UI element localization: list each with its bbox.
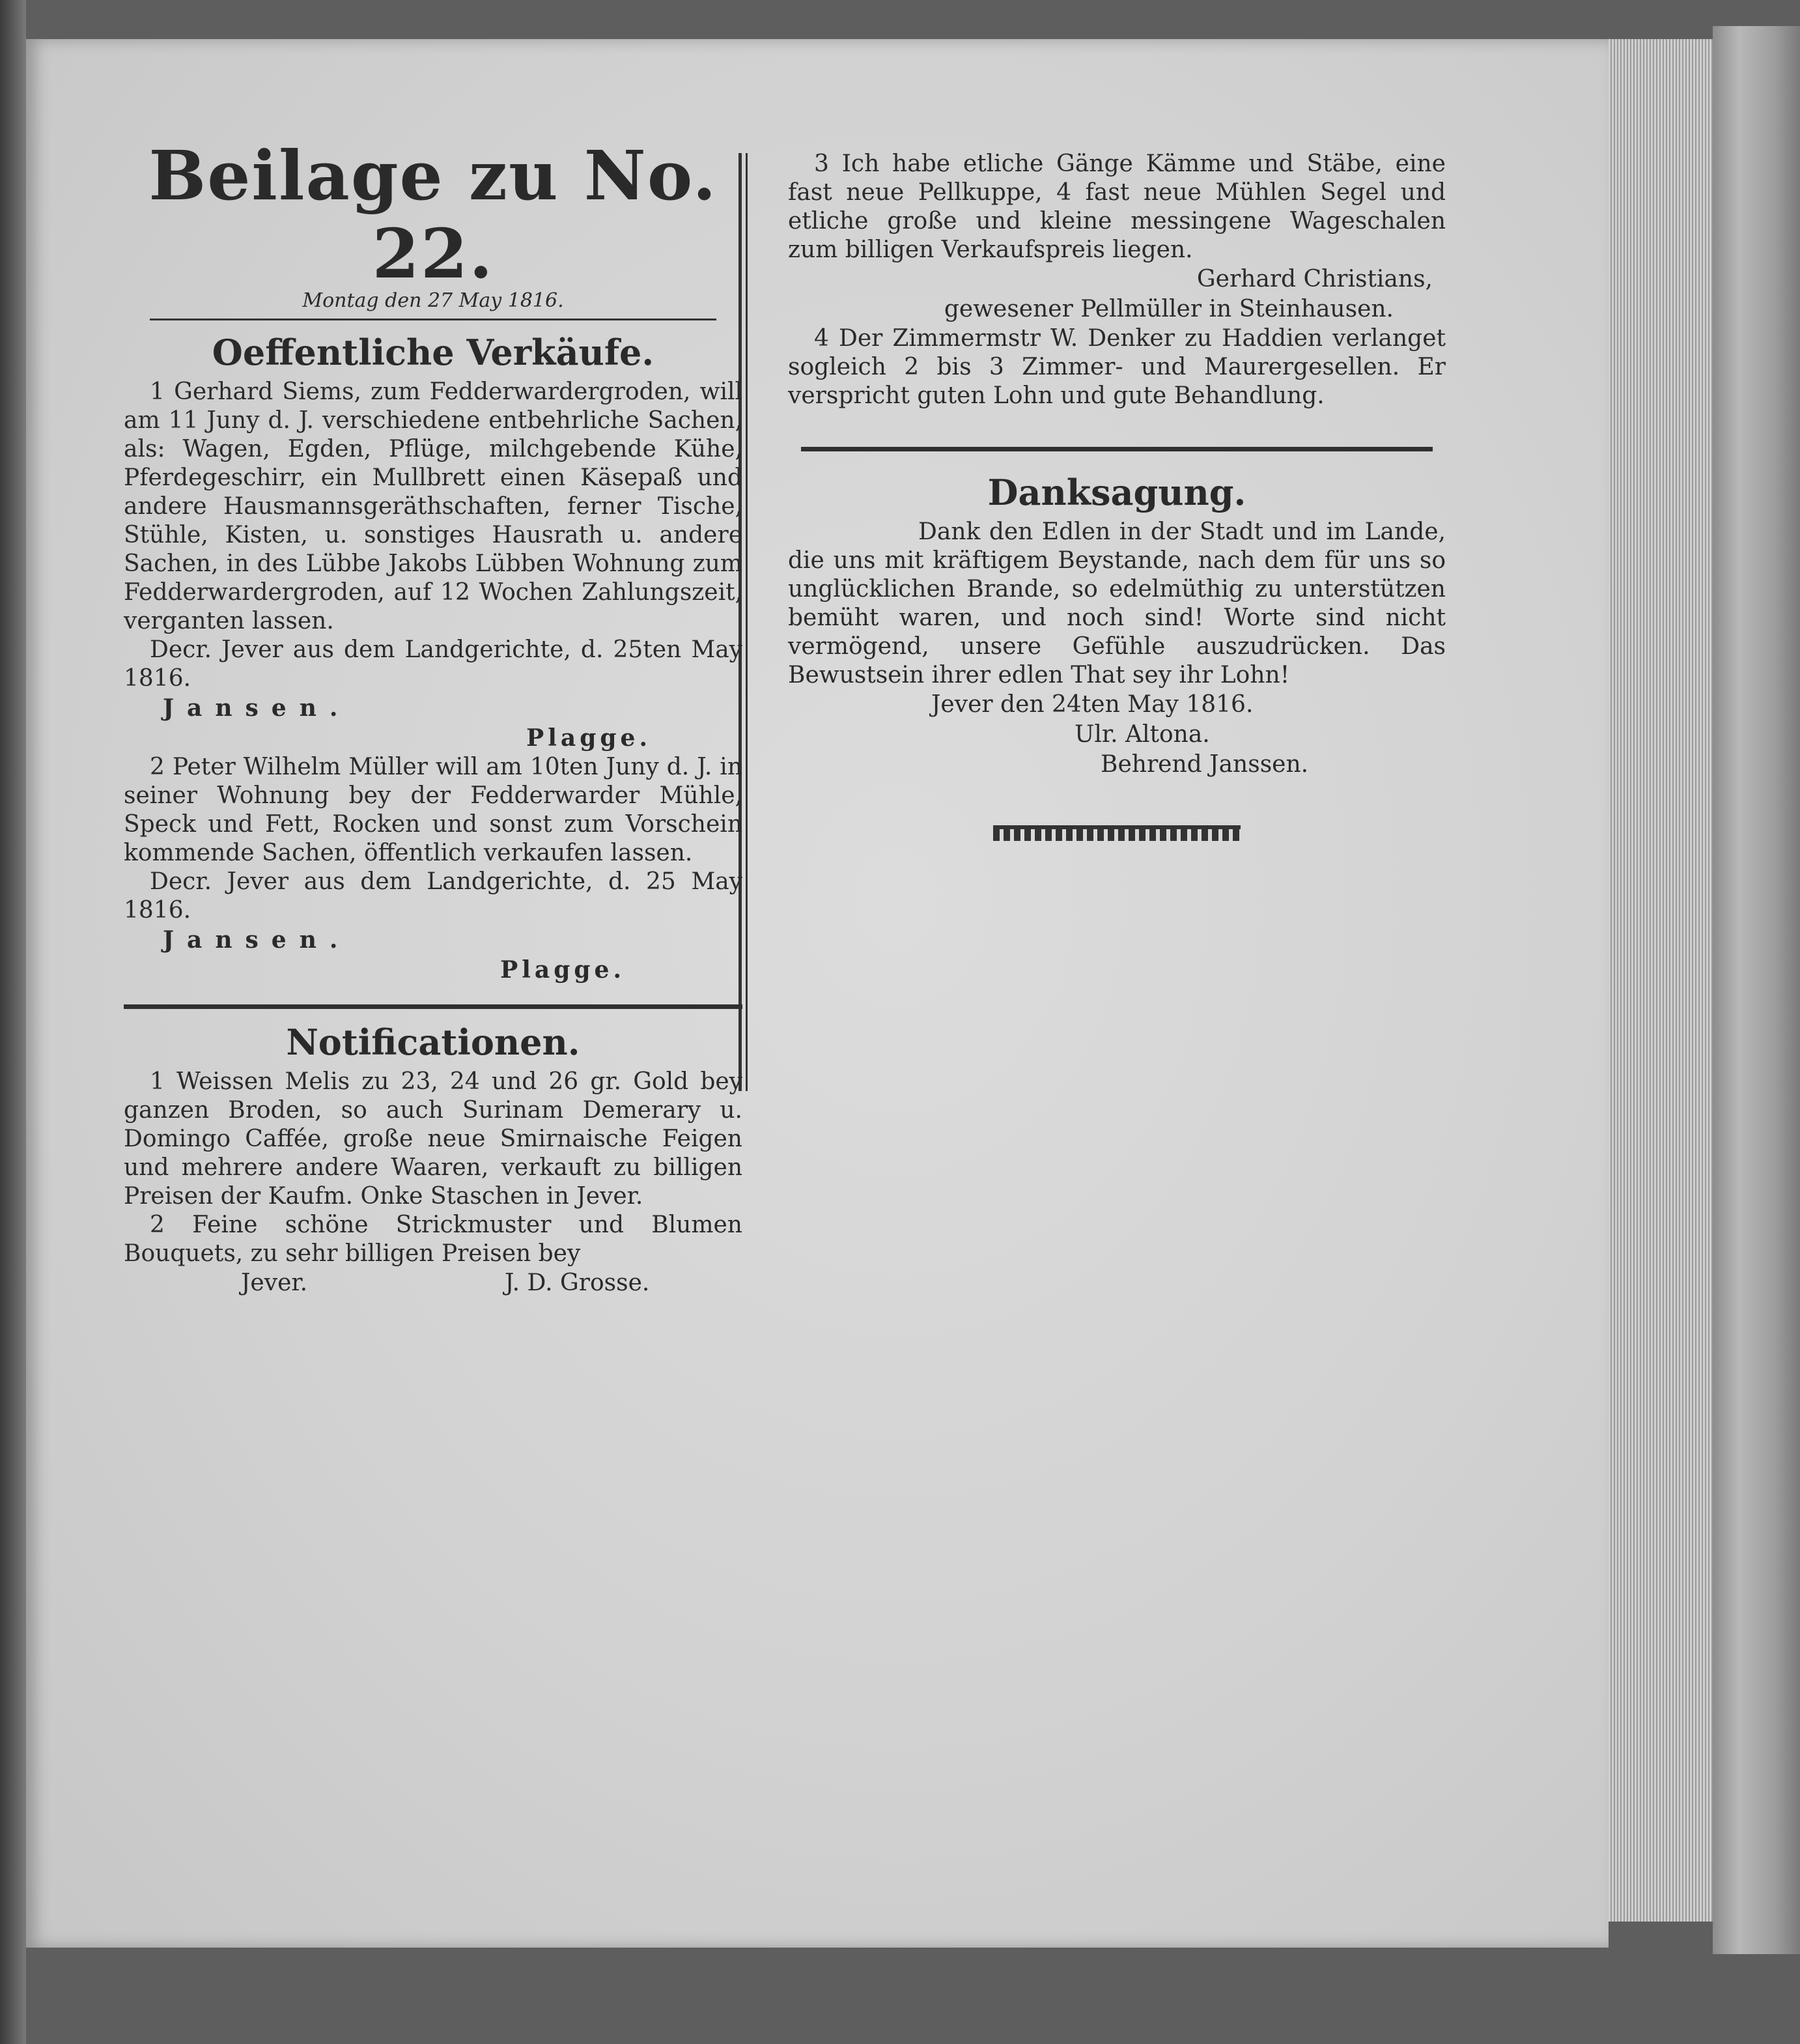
right-column (788, 150, 1446, 841)
sale-notice-1: 1 Gerhard Siems, zum Fedderwardergroden, will am 11 Juny d. J. verschiedene entbehrliche Sachen, als: Wagen, Egden, Pflüge, milchgebende Kühe, Pferdegeschirr, ein Mullbrett einen Käsepaß und andere Hausmannsgeräthschaften, ferner Tische, Stühle, Kisten, u. sonstiges Hausrath u. andere Sachen, in des Lübbe Jakobs Lübben Wohnung zum Fedderwardergroden, auf 12 Wochen Zahlungszeit, verganten lassen. (124, 378, 742, 634)
left-binding-shadow (0, 0, 26, 2044)
masthead-underline (150, 319, 716, 320)
sale-notice-2-signature-1: Jansen. (163, 926, 351, 954)
masthead-date: Montag den 27 May 1816. (302, 289, 564, 312)
section-divider-right (801, 447, 1433, 451)
section-divider-left (124, 1004, 742, 1009)
thanks-text: Dank den Edlen in der Stadt und im Lande, die uns mit kräftigem Beystande, nach dem für uns so unglücklichen Brande, so edelmüthig zu unterstützen bemüht waren, und noch sind! Worte sind nicht vermögend, unsere Gefühle auszudrücken. Das Bewustsein ihrer edlen That sey ihr Lohn! (788, 518, 1446, 688)
section-heading-notifications: Notificationen. (286, 1021, 580, 1063)
notice-4: 4 Der Zimmermstr W. Denker zu Haddien verlanget sogleich 2 bis 3 Zimmer- und Maurergesellen. Er verspricht guten Lohn und gute Behandlung. (788, 325, 1446, 409)
sale-notice-1-signature-1: Jansen. (163, 694, 351, 722)
decorative-ornament-rule (993, 825, 1241, 841)
notification-2-name: J. D. Grosse. (504, 1270, 650, 1296)
section-heading-thanks: Danksagung. (987, 472, 1246, 513)
thanks-signer-1: Ulr. Altona. (1075, 721, 1210, 748)
notice-3: 3 Ich habe etliche Gänge Kämme und Stäbe, eine fast neue Pellkuppe, 4 fast neue Mühlen Segel und etliche große und kleine messingene Wageschalen zum billigen Verkaufspreis liegen. (788, 150, 1446, 263)
notice-3-signature-1: Gerhard Christians, (1196, 266, 1433, 292)
section-heading-sales: Oeffentliche Verkäufe. (212, 332, 654, 373)
sale-notice-1-decree: Decr. Jever aus dem Landgerichte, d. 25ten May 1816. (124, 636, 742, 692)
thanks-signature-block (788, 690, 1446, 780)
thanks-place-date: Jever den 24ten May 1816. (931, 691, 1254, 718)
sale-notice-1-signature-2: Plagge. (526, 724, 651, 752)
left-column (124, 137, 742, 1298)
notification-2-place: Jever. (241, 1270, 308, 1296)
notification-2-signature (124, 1268, 742, 1298)
sale-notice-2-decree: Decr. Jever aus dem Landgerichte, d. 25 May 1816. (124, 868, 742, 924)
thanks-signer-2: Behrend Janssen. (1101, 751, 1309, 778)
masthead-title: Beilage zu No. 22. (148, 135, 718, 294)
sale-notice-2: 2 Peter Wilhelm Müller will am 10ten Juny d. J. in seiner Wohnung bey der Fedderwarder Mühle, Speck und Fett, Rocken und sonst zum Vorschein kommende Sachen, öffentlich verkaufen lassen. (124, 754, 742, 866)
book-cover-edge (1713, 26, 1800, 1954)
notification-2: 2 Feine schöne Strickmuster und Blumen Bouquets, zu sehr billigen Preisen bey (124, 1212, 742, 1267)
sale-notice-2-signature-2: Plagge. (500, 956, 625, 984)
newspaper-page (26, 39, 1609, 1948)
notification-1: 1 Weissen Melis zu 23, 24 und 26 gr. Gold bey ganzen Broden, so auch Surinam Demerary u. Domingo Caffée, große neue Smirnaische Feigen und mehrere andere Waaren, verkauft zu billigen Preisen der Kaufm. Onke Staschen in Jever. (124, 1068, 742, 1210)
book-page-edges (1609, 39, 1717, 1922)
notice-3-signature-2: gewesener Pellmüller in Steinhausen. (944, 296, 1394, 322)
